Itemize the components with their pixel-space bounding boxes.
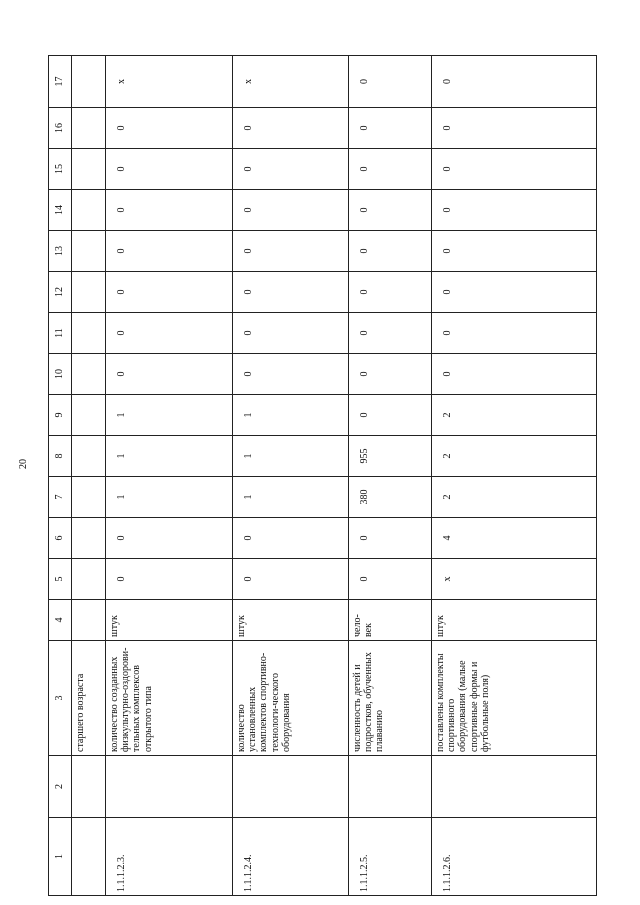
table-cell: 1.1.1.2.3.: [106, 818, 233, 896]
header-cell: 14: [49, 190, 72, 231]
table-cell: 1: [106, 436, 233, 477]
table-cell: 0: [349, 190, 432, 231]
table-cell: [72, 272, 106, 313]
table-cell: 1: [233, 395, 349, 436]
table-header-row: [49, 56, 72, 896]
table-cell: [72, 231, 106, 272]
table-cell: [72, 477, 106, 518]
table-cell: 0: [106, 518, 233, 559]
table-cell: 0: [349, 559, 432, 600]
table-cell: 0: [233, 108, 349, 149]
table-frame: [48, 55, 593, 896]
table-cell: 0: [106, 149, 233, 190]
table-cell: 0: [106, 272, 233, 313]
table-cell: 0: [233, 354, 349, 395]
table-cell: 0: [106, 108, 233, 149]
table-cell: 0: [349, 108, 432, 149]
table-cell: 1.1.1.2.4.: [233, 818, 349, 896]
header-cell: 16: [49, 108, 72, 149]
table-cell: 0: [106, 190, 233, 231]
header-cell: 4: [49, 600, 72, 641]
table-cell: [72, 600, 106, 641]
table-cell: старшего возраста: [72, 641, 106, 756]
table-cell: количество созданных физкультурно-оздорови-тельных комплексов открытого типа: [106, 641, 233, 756]
table-cell: [72, 559, 106, 600]
table-cell: 0: [233, 518, 349, 559]
table-cell: штук: [106, 600, 233, 641]
table-cell: [72, 56, 106, 108]
table-row: [72, 56, 106, 896]
table-cell: 4: [432, 518, 597, 559]
table-cell: [72, 756, 106, 818]
table-cell: х: [233, 56, 349, 108]
table-cell: х: [432, 559, 597, 600]
table-cell: 0: [432, 56, 597, 108]
table-cell: 0: [349, 313, 432, 354]
table-cell: [72, 818, 106, 896]
header-cell: 10: [49, 354, 72, 395]
table-cell: [72, 518, 106, 559]
header-cell: 5: [49, 559, 72, 600]
header-cell: 9: [49, 395, 72, 436]
table-cell: [72, 149, 106, 190]
table-cell: штук: [233, 600, 349, 641]
table-cell: [106, 756, 233, 818]
table-cell: [72, 395, 106, 436]
header-cell: 12: [49, 272, 72, 313]
table-cell: чело-век: [349, 600, 432, 641]
table-cell: 2: [432, 395, 597, 436]
table-cell: 0: [233, 559, 349, 600]
table-cell: 1.1.1.2.6.: [432, 818, 597, 896]
table-cell: 0: [233, 190, 349, 231]
table-row: [233, 56, 349, 896]
table-cell: 0: [349, 149, 432, 190]
table-cell: 0: [106, 313, 233, 354]
table-cell: 0: [233, 313, 349, 354]
header-cell: 2: [49, 756, 72, 818]
table-cell: 0: [106, 354, 233, 395]
table-cell: 0: [349, 354, 432, 395]
table-cell: 0: [233, 231, 349, 272]
table-cell: поставлены комплекты спортивного оборудования (малые спортивные формы и футбольные поля): [432, 641, 597, 756]
table-cell: 0: [233, 149, 349, 190]
table-cell: 0: [432, 354, 597, 395]
table-cell: количество установленных комплектов спортивно-технологи-ческого оборудования: [233, 641, 349, 756]
table-cell: [72, 190, 106, 231]
table-cell: 0: [349, 231, 432, 272]
table-cell: 955: [349, 436, 432, 477]
table-cell: 0: [432, 272, 597, 313]
table-cell: 2: [432, 477, 597, 518]
header-cell: 3: [49, 641, 72, 756]
table-cell: [233, 756, 349, 818]
page-number: 20: [18, 459, 29, 469]
indicator-table: [48, 55, 597, 896]
table-cell: 2: [432, 436, 597, 477]
table-cell: х: [106, 56, 233, 108]
table-row: [432, 56, 597, 896]
header-cell: 15: [49, 149, 72, 190]
table-cell: штук: [432, 600, 597, 641]
table-row: [349, 56, 432, 896]
table-cell: 0: [432, 313, 597, 354]
rotated-table-container: [48, 55, 593, 896]
table-cell: 0: [349, 272, 432, 313]
table-cell: [72, 313, 106, 354]
table-cell: [72, 436, 106, 477]
table-cell: 0: [233, 272, 349, 313]
table-cell: 0: [432, 108, 597, 149]
table-cell: 0: [349, 518, 432, 559]
table-cell: 0: [106, 231, 233, 272]
table-cell: 0: [106, 559, 233, 600]
header-cell: 7: [49, 477, 72, 518]
table-row: [106, 56, 233, 896]
table-cell: 1: [106, 395, 233, 436]
table-cell: 0: [432, 231, 597, 272]
table-cell: 380: [349, 477, 432, 518]
header-cell: 8: [49, 436, 72, 477]
table-cell: [349, 756, 432, 818]
header-cell: 1: [49, 818, 72, 896]
table-cell: 0: [432, 149, 597, 190]
table-cell: 1: [233, 477, 349, 518]
table-cell: [432, 756, 597, 818]
header-cell: 17: [49, 56, 72, 108]
table-cell: 0: [349, 395, 432, 436]
table-cell: 0: [432, 190, 597, 231]
table-cell: 1: [106, 477, 233, 518]
header-cell: 6: [49, 518, 72, 559]
header-cell: 13: [49, 231, 72, 272]
table-cell: [72, 108, 106, 149]
table-cell: 0: [349, 56, 432, 108]
table-cell: [72, 354, 106, 395]
table-cell: численность детей и подростков, обученных плаванию: [349, 641, 432, 756]
table-cell: 1.1.1.2.5.: [349, 818, 432, 896]
header-cell: 11: [49, 313, 72, 354]
table-cell: 1: [233, 436, 349, 477]
